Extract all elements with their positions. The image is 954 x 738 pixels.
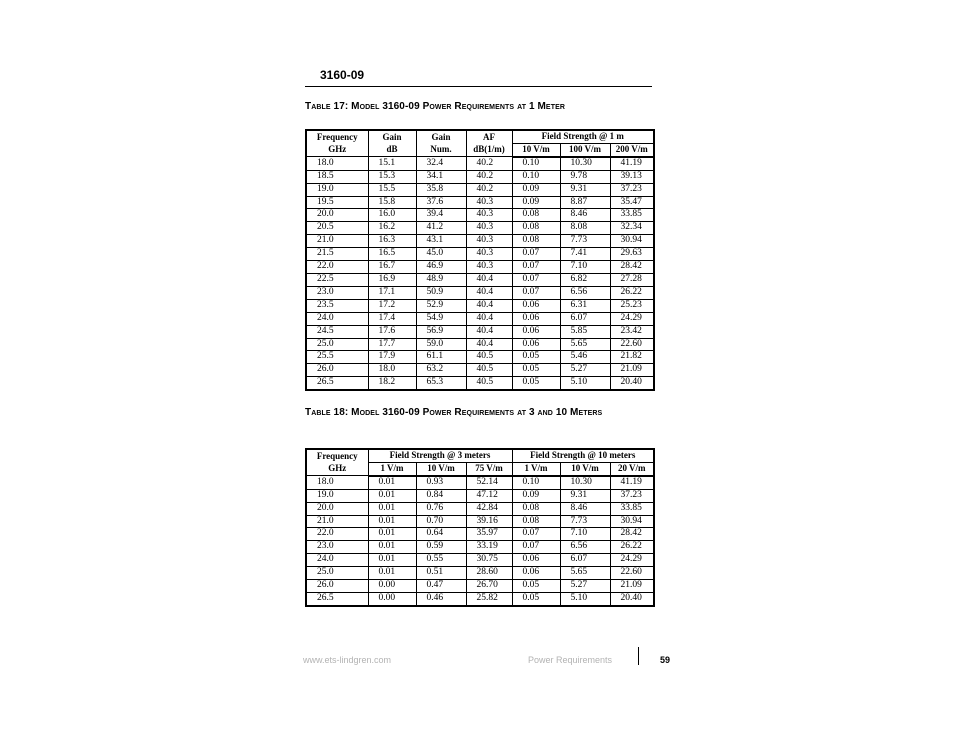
table-cell: 15.3 — [368, 170, 416, 183]
table-row — [306, 183, 654, 196]
table-row — [306, 580, 654, 593]
table-cell: 40.4 — [466, 325, 512, 338]
table-cell: 0.06 — [512, 338, 560, 351]
table-cell: 17.7 — [368, 338, 416, 351]
table-cell: 20.5 — [306, 222, 368, 235]
table-row — [306, 299, 654, 312]
table-cell: 35.47 — [610, 196, 654, 209]
table-row — [306, 273, 654, 286]
table-cell: 52.14 — [466, 476, 512, 489]
table-cell: 5.46 — [560, 351, 610, 364]
table-cell: 40.4 — [466, 273, 512, 286]
table-cell: 40.4 — [466, 286, 512, 299]
table-cell: 0.00 — [368, 592, 416, 605]
table-cell: 16.2 — [368, 222, 416, 235]
table-cell: 0.10 — [512, 476, 560, 489]
table-cell: 18.2 — [368, 377, 416, 390]
table-cell: 28.42 — [610, 528, 654, 541]
table-cell: 16.7 — [368, 261, 416, 274]
table-cell: 50.9 — [416, 286, 466, 299]
table-cell: 0.01 — [368, 567, 416, 580]
table-cell: 39.16 — [466, 515, 512, 528]
table-cell: 0.07 — [512, 528, 560, 541]
table-cell: 17.2 — [368, 299, 416, 312]
table-row — [306, 377, 654, 390]
table-cell: 18.0 — [306, 476, 368, 489]
table-cell: 30.94 — [610, 235, 654, 248]
table-cell: 16.5 — [368, 248, 416, 261]
table-cell: 0.51 — [416, 567, 466, 580]
table-cell: 0.07 — [512, 261, 560, 274]
table-cell: 35.97 — [466, 528, 512, 541]
table-cell: 0.09 — [512, 183, 560, 196]
table-cell: 0.06 — [512, 312, 560, 325]
table-cell: 59.0 — [416, 338, 466, 351]
table-cell: 0.08 — [512, 209, 560, 222]
col-frequency-header: Frequency GHz — [306, 449, 368, 476]
table-cell: 0.55 — [416, 554, 466, 567]
table-cell: 24.29 — [610, 554, 654, 567]
table-cell: 56.9 — [416, 325, 466, 338]
table-cell: 24.0 — [306, 312, 368, 325]
table-cell: 6.07 — [560, 554, 610, 567]
table-cell: 7.73 — [560, 235, 610, 248]
table-cell: 0.09 — [512, 489, 560, 502]
col-10m-10vm-header: 10 V/m — [560, 462, 610, 475]
table-cell: 23.42 — [610, 325, 654, 338]
table-cell: 0.06 — [512, 299, 560, 312]
table-cell: 26.22 — [610, 286, 654, 299]
table-cell: 8.46 — [560, 209, 610, 222]
table-17 — [305, 129, 655, 391]
table-cell: 30.94 — [610, 515, 654, 528]
table-cell: 6.82 — [560, 273, 610, 286]
table-cell: 0.06 — [512, 567, 560, 580]
table-row — [306, 364, 654, 377]
table-18-caption: Table 18: Model 3160-09 Power Requirements at 3 and 10 Meters — [305, 407, 603, 418]
footer-url: www.ets-lindgren.com — [303, 655, 392, 665]
col-gain-db-header: Gain dB — [368, 130, 416, 157]
table-cell: 5.27 — [560, 580, 610, 593]
table-cell: 40.4 — [466, 312, 512, 325]
table-cell: 17.1 — [368, 286, 416, 299]
table-cell: 0.01 — [368, 489, 416, 502]
table-cell: 41.19 — [610, 157, 654, 170]
table-cell: 0.08 — [512, 235, 560, 248]
table-cell: 40.3 — [466, 235, 512, 248]
table-cell: 41.2 — [416, 222, 466, 235]
table-row — [306, 286, 654, 299]
table-cell: 43.1 — [416, 235, 466, 248]
table-cell: 5.65 — [560, 338, 610, 351]
table-cell: 25.5 — [306, 351, 368, 364]
table-cell: 9.31 — [560, 489, 610, 502]
table-cell: 0.10 — [512, 157, 560, 170]
table-17-caption: Table 17: Model 3160-09 Power Requirements at 1 Meter — [305, 101, 565, 112]
table-cell: 22.60 — [610, 567, 654, 580]
table-cell: 26.0 — [306, 364, 368, 377]
field-strength-10m-header: Field Strength @ 10 meters — [512, 449, 654, 462]
table-cell: 6.31 — [560, 299, 610, 312]
table-cell: 65.3 — [416, 377, 466, 390]
table-cell: 21.5 — [306, 248, 368, 261]
page-number: 59 — [660, 655, 671, 665]
table-cell: 45.0 — [416, 248, 466, 261]
table-cell: 16.9 — [368, 273, 416, 286]
table-cell: 10.30 — [560, 476, 610, 489]
table-cell: 20.40 — [610, 592, 654, 605]
table-row — [306, 261, 654, 274]
model-header: 3160-09 — [320, 68, 365, 82]
table-cell: 0.05 — [512, 592, 560, 605]
table-cell: 29.63 — [610, 248, 654, 261]
table-cell: 0.08 — [512, 502, 560, 515]
table-cell: 5.10 — [560, 377, 610, 390]
table-cell: 37.23 — [610, 489, 654, 502]
table-cell: 17.4 — [368, 312, 416, 325]
table-cell: 20.0 — [306, 209, 368, 222]
table-cell: 0.08 — [512, 222, 560, 235]
table-cell: 0.07 — [512, 273, 560, 286]
table-cell: 0.70 — [416, 515, 466, 528]
table-row — [306, 476, 654, 489]
table-row — [306, 235, 654, 248]
table-cell: 32.4 — [416, 157, 466, 170]
table-cell: 0.01 — [368, 554, 416, 567]
table-cell: 19.5 — [306, 196, 368, 209]
table-row — [306, 248, 654, 261]
table-row — [306, 528, 654, 541]
table-18-body — [306, 476, 654, 606]
table-cell: 0.05 — [512, 580, 560, 593]
table-row — [306, 209, 654, 222]
table-cell: 26.5 — [306, 377, 368, 390]
table-cell: 5.10 — [560, 592, 610, 605]
col-10m-1vm-header: 1 V/m — [512, 462, 560, 475]
table-cell: 61.1 — [416, 351, 466, 364]
table-cell: 25.82 — [466, 592, 512, 605]
col-3m-1vm-header: 1 V/m — [368, 462, 416, 475]
table-cell: 21.09 — [610, 580, 654, 593]
table-cell: 42.84 — [466, 502, 512, 515]
table-cell: 39.13 — [610, 170, 654, 183]
table-cell: 0.00 — [368, 580, 416, 593]
table-cell: 8.87 — [560, 196, 610, 209]
table-cell: 23.5 — [306, 299, 368, 312]
col-gain-num-header: Gain Num. — [416, 130, 466, 157]
table-cell: 0.01 — [368, 476, 416, 489]
table-row — [306, 541, 654, 554]
table-cell: 22.5 — [306, 273, 368, 286]
table-cell: 40.3 — [466, 209, 512, 222]
table-row — [306, 222, 654, 235]
table-row — [306, 170, 654, 183]
table-row — [306, 592, 654, 605]
table-cell: 48.9 — [416, 273, 466, 286]
table-cell: 24.5 — [306, 325, 368, 338]
table-cell: 21.0 — [306, 235, 368, 248]
table-cell: 0.05 — [512, 351, 560, 364]
table-cell: 40.3 — [466, 222, 512, 235]
table-row — [306, 489, 654, 502]
table-cell: 40.3 — [466, 261, 512, 274]
table-row — [306, 502, 654, 515]
table-cell: 6.56 — [560, 286, 610, 299]
table-cell: 22.60 — [610, 338, 654, 351]
table-cell: 37.6 — [416, 196, 466, 209]
footer-section: Power Requirements — [528, 655, 613, 665]
col-200vm-header: 200 V/m — [610, 143, 654, 156]
table-cell: 19.0 — [306, 489, 368, 502]
table-cell: 18.0 — [306, 157, 368, 170]
table-cell: 17.6 — [368, 325, 416, 338]
table-cell: 40.2 — [466, 170, 512, 183]
field-strength-header: Field Strength @ 1 m — [512, 130, 654, 143]
table-cell: 0.76 — [416, 502, 466, 515]
table-row — [306, 567, 654, 580]
header-rule — [305, 86, 652, 87]
table-cell: 0.05 — [512, 364, 560, 377]
table-cell: 9.78 — [560, 170, 610, 183]
table-cell: 6.56 — [560, 541, 610, 554]
table-cell: 24.29 — [610, 312, 654, 325]
table-cell: 0.06 — [512, 554, 560, 567]
table-cell: 28.42 — [610, 261, 654, 274]
table-cell: 17.9 — [368, 351, 416, 364]
table-row — [306, 157, 654, 170]
table-cell: 33.85 — [610, 502, 654, 515]
table-row — [306, 196, 654, 209]
table-cell: 0.07 — [512, 286, 560, 299]
table-cell: 7.73 — [560, 515, 610, 528]
table-cell: 0.84 — [416, 489, 466, 502]
table-cell: 26.22 — [610, 541, 654, 554]
table-cell: 7.10 — [560, 528, 610, 541]
table-cell: 9.31 — [560, 183, 610, 196]
table-cell: 21.0 — [306, 515, 368, 528]
table-cell: 40.3 — [466, 196, 512, 209]
col-af-header: AF dB(1/m) — [466, 130, 512, 157]
table-row — [306, 554, 654, 567]
table-cell: 5.85 — [560, 325, 610, 338]
table-cell: 47.12 — [466, 489, 512, 502]
table-cell: 16.3 — [368, 235, 416, 248]
table-cell: 18.5 — [306, 170, 368, 183]
table-cell: 23.0 — [306, 541, 368, 554]
table-cell: 15.8 — [368, 196, 416, 209]
table-cell: 0.59 — [416, 541, 466, 554]
table-cell: 21.82 — [610, 351, 654, 364]
table-cell: 46.9 — [416, 261, 466, 274]
table-cell: 41.19 — [610, 476, 654, 489]
table-cell: 26.5 — [306, 592, 368, 605]
table-cell: 0.01 — [368, 515, 416, 528]
table-cell: 10.30 — [560, 157, 610, 170]
table-cell: 0.01 — [368, 502, 416, 515]
table-cell: 33.19 — [466, 541, 512, 554]
table-cell: 7.41 — [560, 248, 610, 261]
table-cell: 39.4 — [416, 209, 466, 222]
table-row — [306, 515, 654, 528]
table-cell: 0.07 — [512, 541, 560, 554]
table-cell: 22.0 — [306, 261, 368, 274]
table-cell: 32.34 — [610, 222, 654, 235]
table-cell: 40.2 — [466, 157, 512, 170]
table-cell: 40.5 — [466, 351, 512, 364]
table-cell: 19.0 — [306, 183, 368, 196]
table-cell: 34.1 — [416, 170, 466, 183]
table-cell: 40.5 — [466, 377, 512, 390]
table-cell: 16.0 — [368, 209, 416, 222]
table-cell: 0.64 — [416, 528, 466, 541]
field-strength-3m-header: Field Strength @ 3 meters — [368, 449, 512, 462]
table-cell: 33.85 — [610, 209, 654, 222]
table-cell: 30.75 — [466, 554, 512, 567]
table-cell: 21.09 — [610, 364, 654, 377]
table-row — [306, 338, 654, 351]
table-cell: 25.0 — [306, 338, 368, 351]
table-cell: 18.0 — [368, 364, 416, 377]
col-100vm-header: 100 V/m — [560, 143, 610, 156]
table-cell: 28.60 — [466, 567, 512, 580]
table-cell: 0.46 — [416, 592, 466, 605]
table-cell: 25.0 — [306, 567, 368, 580]
table-row — [306, 312, 654, 325]
table-cell: 0.47 — [416, 580, 466, 593]
table-cell: 0.10 — [512, 170, 560, 183]
table-cell: 6.07 — [560, 312, 610, 325]
table-cell: 40.4 — [466, 338, 512, 351]
table-cell: 20.40 — [610, 377, 654, 390]
table-cell: 35.8 — [416, 183, 466, 196]
table-cell: 8.08 — [560, 222, 610, 235]
table-cell: 0.05 — [512, 377, 560, 390]
table-cell: 8.46 — [560, 502, 610, 515]
table-row — [306, 325, 654, 338]
col-10m-20vm-header: 20 V/m — [610, 462, 654, 475]
table-cell: 40.4 — [466, 299, 512, 312]
table-cell: 0.93 — [416, 476, 466, 489]
col-3m-75vm-header: 75 V/m — [466, 462, 512, 475]
table-cell: 40.2 — [466, 183, 512, 196]
table-cell: 0.07 — [512, 248, 560, 261]
table-cell: 25.23 — [610, 299, 654, 312]
table-cell: 0.08 — [512, 515, 560, 528]
table-cell: 54.9 — [416, 312, 466, 325]
table-18 — [305, 448, 655, 607]
table-cell: 5.27 — [560, 364, 610, 377]
table-cell: 26.0 — [306, 580, 368, 593]
table-cell: 0.06 — [512, 325, 560, 338]
table-cell: 0.01 — [368, 541, 416, 554]
table-cell: 40.5 — [466, 364, 512, 377]
table-cell: 15.1 — [368, 157, 416, 170]
table-cell: 22.0 — [306, 528, 368, 541]
table-17-body — [306, 157, 654, 390]
table-cell: 20.0 — [306, 502, 368, 515]
table-cell: 5.65 — [560, 567, 610, 580]
table-cell: 7.10 — [560, 261, 610, 274]
table-cell: 40.3 — [466, 248, 512, 261]
col-frequency-header: Frequency GHz — [306, 130, 368, 157]
table-cell: 0.09 — [512, 196, 560, 209]
col-10vm-header: 10 V/m — [512, 143, 560, 156]
table-cell: 0.01 — [368, 528, 416, 541]
table-cell: 24.0 — [306, 554, 368, 567]
table-cell: 15.5 — [368, 183, 416, 196]
table-row — [306, 351, 654, 364]
table-cell: 26.70 — [466, 580, 512, 593]
col-3m-10vm-header: 10 V/m — [416, 462, 466, 475]
table-cell: 23.0 — [306, 286, 368, 299]
table-cell: 37.23 — [610, 183, 654, 196]
table-cell: 52.9 — [416, 299, 466, 312]
footer-divider — [638, 647, 639, 665]
table-cell: 27.28 — [610, 273, 654, 286]
table-cell: 63.2 — [416, 364, 466, 377]
